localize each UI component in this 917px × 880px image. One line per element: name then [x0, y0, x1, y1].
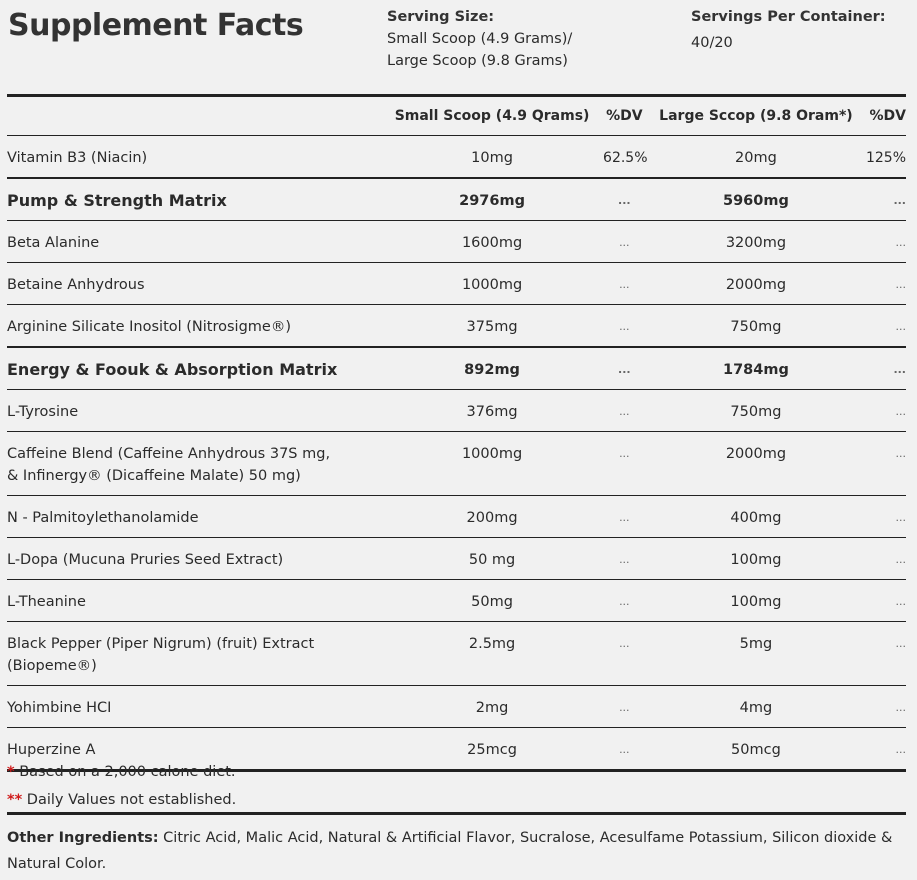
serving-size-line-1: Small Scoop (4.9 Grams)/: [387, 31, 573, 47]
other-ingredients-label: Other Ingredients:: [7, 830, 159, 846]
serving-size-label: Serving Size:: [387, 9, 495, 25]
header-dv: %DV: [597, 96, 651, 136]
small-dv: ...: [597, 580, 651, 622]
footnote-2: [7, 786, 236, 814]
table-row: [7, 686, 906, 728]
footnote-star: **: [7, 792, 23, 808]
table-row: [7, 580, 906, 622]
nutrient-name: Pump & Strength Matrix: [7, 178, 387, 221]
small-amount: 375mg: [387, 305, 597, 348]
small-dv: ...: [597, 496, 651, 538]
nutrient-name: Energy & Foouk & Absorption Matrix: [7, 347, 387, 390]
table-row: [7, 432, 906, 496]
header-dv-2: %DV: [860, 96, 906, 136]
small-dv: ...: [619, 743, 630, 756]
table-row: [7, 622, 906, 686]
small-amount: 1000mg: [387, 263, 597, 305]
nutrient-name: N - Palmitoylethanolamide: [7, 496, 387, 538]
nutrient-name: [7, 432, 387, 496]
small-amount: 50mg: [387, 580, 597, 622]
large-dv: ...: [860, 686, 906, 728]
large-dv: ...: [860, 390, 906, 432]
large-amount: 100mg: [652, 538, 861, 580]
small-dv: ...: [597, 390, 651, 432]
other-ingredients-text: Citric Acid, Malic Acid, Natural & Artificial Flavor, Sucralose, Acesulfame Potassium, Silicon dioxide & Natural Color.: [7, 830, 893, 872]
small-dv: ...: [597, 347, 651, 390]
nutrient-name-line-2: (Biopeme®): [7, 658, 97, 674]
large-dv: ...: [860, 432, 906, 496]
large-dv: ...: [860, 580, 906, 622]
small-dv: ...: [597, 538, 651, 580]
footnotes: [7, 758, 236, 814]
large-dv: ...: [860, 178, 906, 221]
small-amount: 10mg: [387, 136, 597, 179]
large-dv: ...: [860, 263, 906, 305]
large-amount: 5960mg: [652, 178, 861, 221]
nutrient-name-line-1: Black Pepper (Piper Nigrum) (fruit) Extract: [7, 636, 315, 652]
small-amount: 200mg: [387, 496, 597, 538]
nutrient-name: Beta Alanine: [7, 221, 387, 263]
servings-per-container: [691, 6, 886, 54]
large-dv: ...: [895, 743, 906, 756]
table-row: [7, 263, 906, 305]
nutrient-name: Yohimbine HCI: [7, 686, 387, 728]
other-ingredients: [7, 812, 906, 877]
serving-size-line-2: Large Scoop (9.8 Grams): [387, 53, 568, 69]
small-dv: ...: [597, 178, 651, 221]
nutrient-name-line-2: & Infinergy® (Dicaffeine Malate) 50 mg): [7, 468, 301, 484]
servings-value: 40/20: [691, 35, 733, 51]
nutrient-name: L-Dopa (Mucuna Pruries Seed Extract): [7, 538, 387, 580]
small-dv: ...: [597, 305, 651, 348]
footnote-1-text: Based on a 2,000 calone diet.: [14, 764, 236, 780]
large-amount: 100mg: [652, 580, 861, 622]
small-amount: 2mg: [387, 686, 597, 728]
small-dv: 62.5%: [597, 136, 651, 179]
large-amount: 4mg: [652, 686, 861, 728]
large-dv: ...: [860, 538, 906, 580]
large-dv: ...: [860, 347, 906, 390]
large-amount: 2000mg: [652, 263, 861, 305]
small-amount: 2976mg: [387, 178, 597, 221]
footnote-2-text: Daily Values not established.: [22, 792, 237, 808]
small-dv: ...: [597, 263, 651, 305]
footnote-star: *: [7, 764, 15, 780]
header-small-scoop: Small Scoop (4.9 Qrams): [387, 96, 597, 136]
small-amount: 892mg: [387, 347, 597, 390]
nutrient-name: Vitamin B3 (Niacin): [7, 136, 387, 179]
large-amount: 400mg: [652, 496, 861, 538]
large-amount: 1784mg: [652, 347, 861, 390]
nutrient-name: Betaine Anhydrous: [7, 263, 387, 305]
table-row: [7, 136, 906, 179]
large-amount: 20mg: [652, 136, 861, 179]
small-amount: 2.5mg: [387, 622, 597, 686]
large-dv: ...: [860, 496, 906, 538]
large-amount: 3200mg: [652, 221, 861, 263]
small-amount: 1000mg: [387, 432, 597, 496]
footnote-1: [7, 758, 236, 786]
table-row: [7, 305, 906, 348]
header-row: [7, 96, 906, 136]
table-row: [7, 496, 906, 538]
small-amount: 1600mg: [387, 221, 597, 263]
large-amount: 5mg: [652, 622, 861, 686]
table-row-group: [7, 347, 906, 390]
small-amount: 50 mg: [387, 538, 597, 580]
header-large-scoop: Large Sccop (9.8 Oram*): [652, 96, 861, 136]
page-title: Supplement Facts: [8, 8, 304, 43]
large-dv: ...: [860, 221, 906, 263]
servings-label: Servings Per Container:: [691, 9, 886, 25]
nutrient-name: [7, 622, 387, 686]
serving-size: [387, 6, 572, 72]
nutrient-name: Huperzine A: [7, 742, 96, 758]
large-dv: ...: [860, 622, 906, 686]
large-dv: 125%: [860, 136, 906, 179]
small-amount: 376mg: [387, 390, 597, 432]
table-row-group: [7, 178, 906, 221]
large-amount: 2000mg: [652, 432, 861, 496]
large-dv: ...: [860, 305, 906, 348]
large-amount: 750mg: [652, 390, 861, 432]
large-amount: 50mcg: [731, 742, 781, 758]
small-dv: ...: [597, 622, 651, 686]
table-row: [7, 538, 906, 580]
small-dv: ...: [597, 686, 651, 728]
nutrient-name-line-1: Caffeine Blend (Caffeine Anhydrous 37S mg,: [7, 446, 331, 462]
table-row: [7, 221, 906, 263]
facts-table: [7, 94, 906, 772]
small-amount: 25mcg: [467, 742, 517, 758]
large-amount: 750mg: [652, 305, 861, 348]
nutrient-name: Arginine Silicate Inositol (Nitrosigme®): [7, 305, 387, 348]
header-name: [7, 96, 387, 136]
table-row: [7, 390, 906, 432]
small-dv: ...: [597, 432, 651, 496]
nutrient-name: L-Tyrosine: [7, 390, 387, 432]
small-dv: ...: [597, 221, 651, 263]
nutrient-name: L-Theanine: [7, 580, 387, 622]
